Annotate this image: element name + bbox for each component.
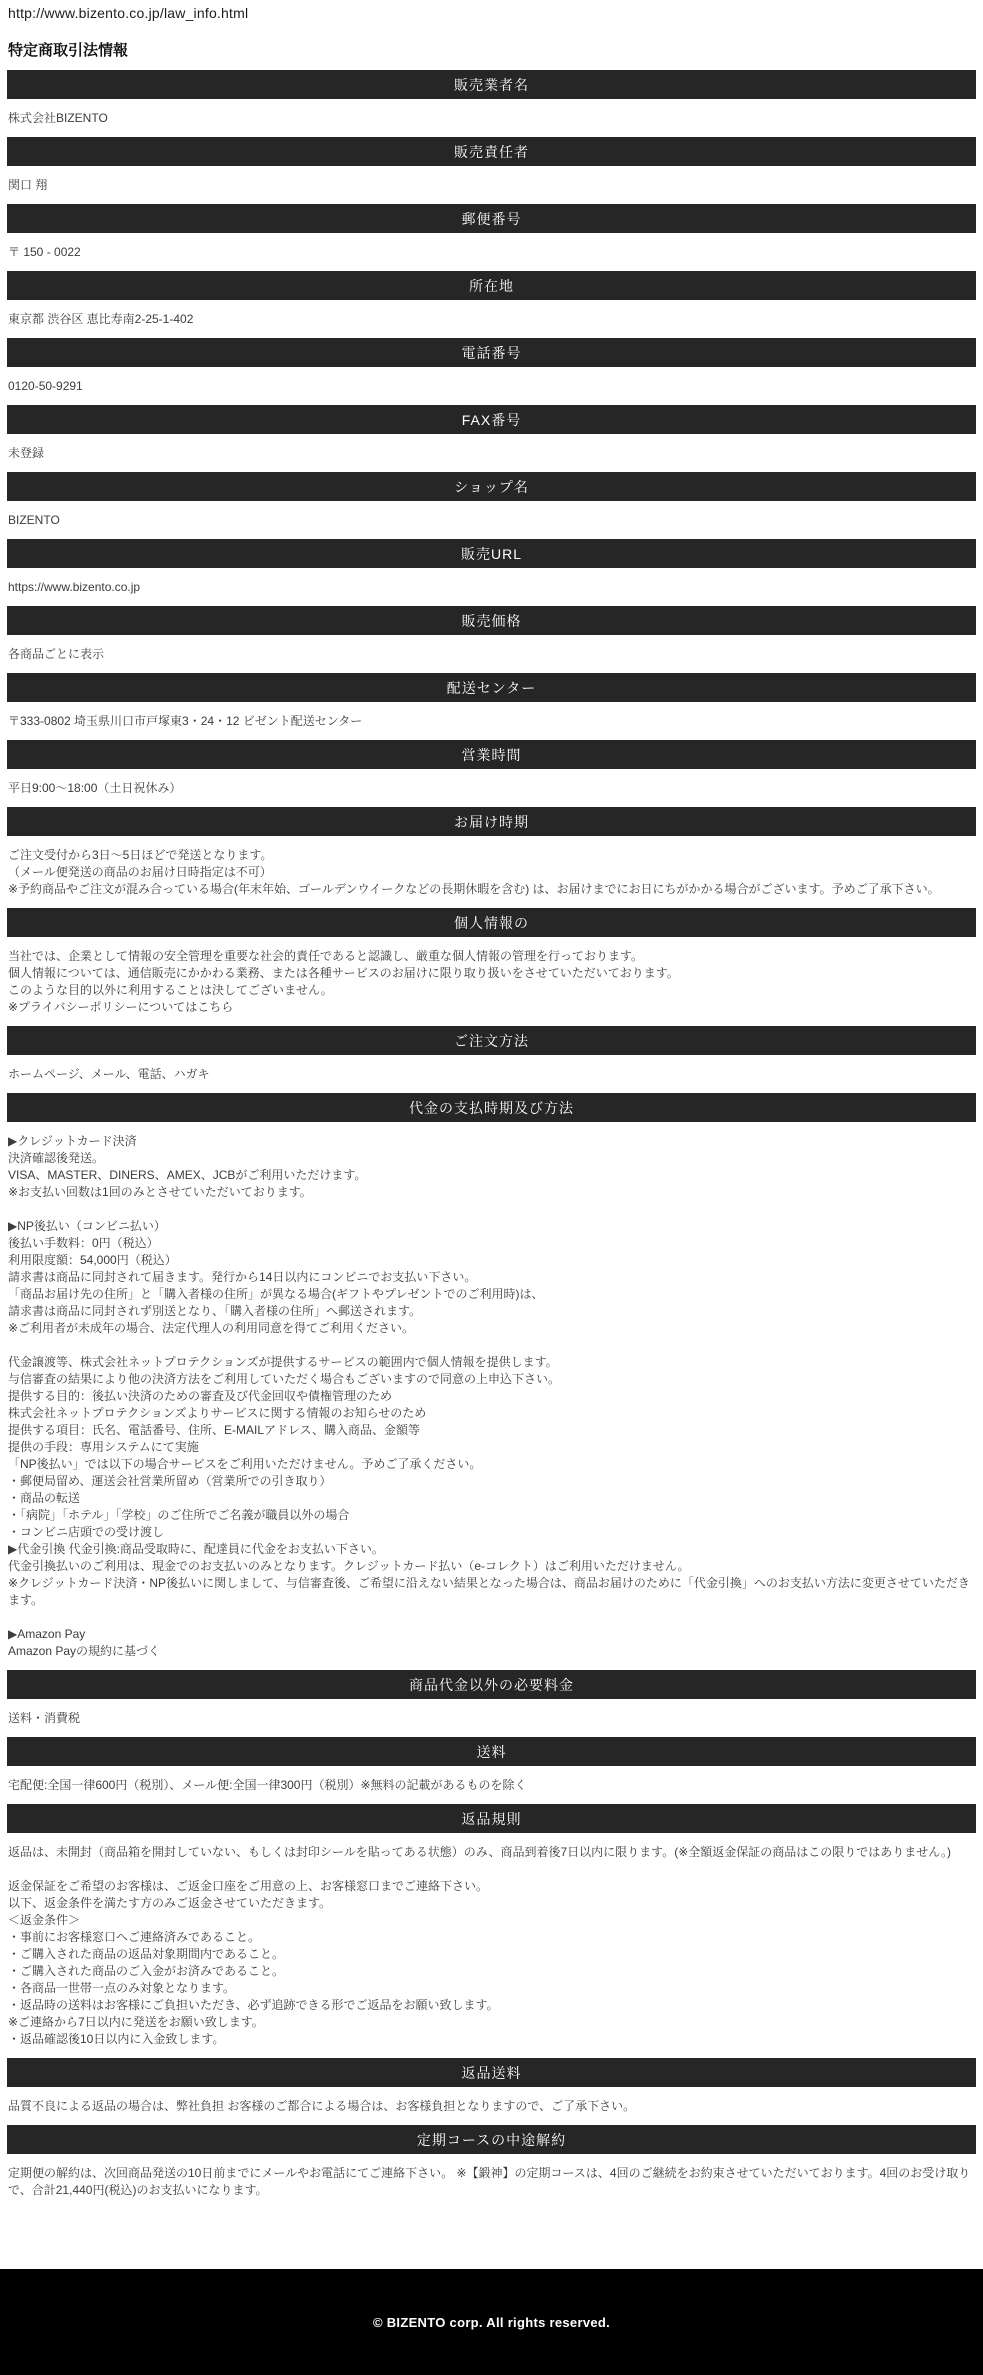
section-text-line: ・商品の転送 — [8, 1491, 81, 1505]
section-heading-bar — [7, 405, 976, 434]
section-content — [7, 702, 976, 740]
page-title: 特定商取引法情報 — [8, 42, 129, 59]
section-text-line: 東京都 渋谷区 恵比寿南2-25-1-402 — [8, 312, 194, 326]
law-info-section — [7, 1026, 976, 1093]
section-heading: 送料 — [476, 1743, 507, 1760]
section-heading-bar — [7, 137, 976, 166]
section-heading-bar — [7, 673, 976, 702]
section-text-line: ※お支払い回数は1回のみとさせていただいております。 — [8, 1185, 312, 1199]
section-text-line — [8, 1337, 975, 1354]
section-text-line: 個人情報については、通信販売にかかわる業務、または各種サービスのお届けに限り取り扱いをさせていただいております。 — [8, 966, 679, 980]
law-info-section — [7, 2125, 976, 2209]
section-heading-bar — [7, 338, 976, 367]
section-heading: 返品規則 — [461, 1810, 522, 1827]
section-content — [7, 367, 976, 405]
section-text-line: 〒 150 - 0022 — [8, 245, 81, 259]
section-text-line: 株式会社BIZENTO — [8, 111, 108, 125]
section-text-line: ※予約商品やご注文が混み合っている場合(年末年始、ゴールデンウイークなどの長期休暇を含む) は、お届けまでにお日にちがかかる場合がございます。予めご了承下さい。 — [8, 882, 940, 896]
section-text-line: https://www.bizento.co.jp — [8, 580, 141, 594]
section-text-line: 返品は、未開封（商品箱を開封していない、もしくは封印シールを貼ってある状態）のみ、商品到着後7日以内に限ります。(※全額返金保証の商品はこの限りではありません。) — [8, 1845, 951, 1859]
section-heading-bar — [7, 908, 976, 937]
section-heading-bar — [7, 2058, 976, 2087]
section-content — [7, 300, 976, 338]
section-heading: 商品代金以外の必要料金 — [409, 1676, 574, 1693]
section-text-line: 請求書は商品に同封されず別送となり、「購入者様の住所」へ郵送されます。 — [8, 1304, 422, 1318]
section-text-line: ※クレジットカード決済・NP後払いに関しまして、与信審査後、ご希望に沿えない結果となった場合は、商品お届けのために「代金引換」へのお支払い方法に変更させていただきます。 — [8, 1576, 970, 1607]
section-text-line: ・返品時の送料はお客様にご負担いただき、必ず追跡できる形でご返品をお願い致します。 — [8, 1998, 499, 2012]
section-content — [7, 769, 976, 807]
section-text-line: 平日9:00〜18:00（土日祝休み） — [8, 781, 182, 795]
page-footer — [0, 2269, 983, 2375]
section-content — [7, 937, 976, 1026]
page-url-text: http://www.bizento.co.jp/law_info.html — [8, 5, 249, 21]
section-text-line: 「商品お届け先の住所」と「購入者様の住所」が異なる場合(ギフトやプレゼントでのご利用時)は、 — [8, 1287, 544, 1301]
section-heading: 営業時間 — [461, 746, 522, 763]
section-heading-bar — [7, 1026, 976, 1055]
section-text-line: ▶代金引換 代金引換:商品受取時に、配達員に代金をお支払い下さい。 — [8, 1542, 384, 1556]
section-content — [7, 1833, 976, 2058]
law-info-section — [7, 1670, 976, 1737]
section-text-line — [8, 1861, 975, 1878]
section-heading-bar — [7, 807, 976, 836]
law-info-section — [7, 472, 976, 539]
section-content — [7, 836, 976, 908]
law-info-section — [7, 539, 976, 606]
law-info-section — [7, 908, 976, 1026]
section-text-line: 0120-50-9291 — [8, 379, 83, 393]
section-heading: 代金の支払時期及び方法 — [409, 1099, 574, 1116]
copyright-text: © BIZENTO corp. All rights reserved. — [372, 2314, 611, 2330]
section-text-line — [8, 1609, 975, 1626]
section-heading: 販売業者名 — [454, 76, 529, 93]
section-heading: 販売責任者 — [454, 143, 529, 160]
section-text-line: ・「病院」「ホテル」「学校」のご住所でご名義が職員以外の場合 — [8, 1508, 350, 1522]
section-heading: 定期コースの中途解約 — [416, 2131, 567, 2148]
section-text-line: 「NP後払い」では以下の場合サービスをご利用いただけません。予めご了承ください。 — [8, 1457, 482, 1471]
section-text-line: ▶NP後払い（コンビニ払い） — [8, 1219, 166, 1233]
section-content — [7, 1699, 976, 1737]
section-content — [7, 1122, 976, 1670]
law-info-section — [7, 338, 976, 405]
section-heading-bar — [7, 1804, 976, 1833]
section-text-line: ご注文受付から3日～5日ほどで発送となります。 — [8, 848, 273, 862]
section-text-line: 未登録 — [8, 446, 45, 460]
law-info-section — [7, 271, 976, 338]
section-text-line: ホームページ、メール、電話、ハガキ — [8, 1067, 210, 1081]
law-info-section — [7, 807, 976, 908]
section-heading: 販売URL — [460, 545, 522, 562]
law-info-section — [7, 1737, 976, 1804]
section-text-line: ＜返金条件＞ — [8, 1913, 81, 1927]
law-info-section — [7, 137, 976, 204]
section-text-line: 以下、返金条件を満たす方のみご返金させていただきます。 — [8, 1896, 332, 1910]
section-text-line: 提供する項目：氏名、電話番号、住所、E-MAILアドレス、購入商品、金額等 — [8, 1423, 421, 1437]
section-heading: 配送センター — [446, 679, 537, 696]
section-text-line: 返金保証をご希望のお客様は、ご返金口座をご用意の上、お客様窓口までご連絡下さい。 — [8, 1879, 489, 1893]
section-heading: 個人情報の — [454, 914, 529, 931]
section-text-line: 決済確認後発送。 — [8, 1151, 105, 1165]
section-heading-bar — [7, 472, 976, 501]
section-text-line: ▶Amazon Pay — [8, 1627, 86, 1641]
section-text-line: ・ご購入された商品のご入金がお済みであること。 — [8, 1964, 285, 1978]
section-text-line: 利用限度額：54,000円（税込） — [8, 1253, 177, 1267]
section-text-line: 代金譲渡等、株式会社ネットプロテクションズが提供するサービスの範囲内で個人情報を提供します。 — [8, 1355, 558, 1369]
section-heading: 販売価格 — [461, 612, 522, 629]
section-text-line: 定期便の解約は、次回商品発送の10日前までにメールやお電話にてご連絡下さい。 ※【鍛神】の定期コースは、4回のご継続をお約束させていただいております。4回のお受け取りで、合計21,440円(税込)のお支払いになります。 — [8, 2166, 971, 2197]
law-info-section — [7, 70, 976, 137]
section-content — [7, 434, 976, 472]
section-text-line: このような目的以外に利用することは決してございません。 — [8, 983, 333, 997]
section-content — [7, 2154, 976, 2209]
section-heading-bar — [7, 70, 976, 99]
section-content — [7, 568, 976, 606]
section-text-line: ・郵便局留め、運送会社営業所留め（営業所での引き取り） — [8, 1474, 332, 1488]
section-text-line: 提供の手段：専用システムにて実施 — [8, 1440, 199, 1454]
section-heading-bar — [7, 740, 976, 769]
section-heading-bar — [7, 1670, 976, 1699]
section-content — [7, 501, 976, 539]
section-text-line: 送料・消費税 — [8, 1711, 81, 1725]
section-heading-bar — [7, 204, 976, 233]
section-heading: お届け時期 — [454, 813, 529, 830]
section-text-line: 宅配便:全国一律600円（税別）、メール便:全国一律300円（税別）※無料の記載があるものを除く — [8, 1778, 527, 1792]
section-text-line: VISA、MASTER、DINERS、AMEX、JCBがご利用いただけます。 — [8, 1168, 367, 1182]
section-text-line: BIZENTO — [8, 513, 60, 527]
section-text-line: 与信審査の結果により他の決済方法をご利用していただく場合もございますので同意の上申込下さい。 — [8, 1372, 561, 1386]
section-heading-bar — [7, 271, 976, 300]
law-info-section — [7, 2058, 976, 2125]
section-text-line: ・各商品一世帯一点のみ対象となります。 — [8, 1981, 236, 1995]
section-heading: 所在地 — [469, 277, 514, 294]
section-content — [7, 2087, 976, 2125]
law-info-section — [7, 673, 976, 740]
section-heading: 返品送料 — [461, 2064, 522, 2081]
section-heading: 郵便番号 — [461, 210, 522, 227]
section-text-line: ・ご購入された商品の返品対象期間内であること。 — [8, 1947, 285, 1961]
section-heading: 電話番号 — [461, 344, 522, 361]
sections-container — [7, 70, 976, 2209]
law-info-section — [7, 1804, 976, 2058]
section-text-line: 品質不良による返品の場合は、弊社負担 お客様のご都合による場合は、お客様負担となりますので、ご了承下さい。 — [8, 2099, 636, 2113]
section-text-line: 提供する目的：後払い決済のための審査及び代金回収や債権管理のため — [8, 1389, 393, 1403]
section-heading-bar — [7, 606, 976, 635]
section-text-line: ・コンビニ店頭での受け渡し — [8, 1525, 165, 1539]
law-info-section — [7, 204, 976, 271]
section-text-line: 株式会社ネットプロテクションズよりサービスに関する情報のお知らせのため — [8, 1406, 427, 1420]
section-text-line: 関口 翔 — [8, 178, 48, 192]
section-text-line: 請求書は商品に同封されて届きます。発行から14日以内にコンビニでお支払い下さい。 — [8, 1270, 477, 1284]
section-text-line: ※プライバシーポリシーについてはこちら — [8, 1000, 234, 1014]
section-text-line: 各商品ごとに表示 — [8, 647, 105, 661]
law-info-section — [7, 606, 976, 673]
section-content — [7, 99, 976, 137]
section-text-line: ・事前にお客様窓口へご連絡済みであること。 — [8, 1930, 261, 1944]
law-info-section — [7, 405, 976, 472]
section-heading-bar — [7, 539, 976, 568]
section-text-line: 〒333-0802 埼玉県川口市戸塚東3・24・12 ビゼント配送センター — [8, 714, 363, 728]
section-heading-bar — [7, 2125, 976, 2154]
section-text-line: 代金引換払いのご利用は、現金でのお支払いのみとなります。クレジットカード払い（e-コレクト）はご利用いただけません。 — [8, 1559, 690, 1573]
section-content — [7, 1766, 976, 1804]
section-text-line: Amazon Payの規約に基づく — [8, 1644, 161, 1658]
section-text-line: ・返品確認後10日以内に入金致します。 — [8, 2032, 225, 2046]
section-text-line: ※ご利用者が未成年の場合、法定代理人の利用同意を得てご利用ください。 — [8, 1321, 415, 1335]
section-text-line: ▶クレジットカード決済 — [8, 1134, 137, 1148]
section-heading: ショップ名 — [454, 478, 529, 495]
law-info-section — [7, 740, 976, 807]
section-heading-bar — [7, 1093, 976, 1122]
section-content — [7, 1055, 976, 1093]
section-heading: FAX番号 — [461, 411, 522, 428]
section-content — [7, 233, 976, 271]
section-text-line: 当社では、企業として情報の安全管理を重要な社会的責任であると認識し、厳重な個人情報の管理を行っております。 — [8, 949, 644, 963]
law-info-section — [7, 1093, 976, 1670]
section-text-line: 後払い手数料：0円（税込） — [8, 1236, 159, 1250]
section-content — [7, 635, 976, 673]
section-text-line: （メール便発送の商品のお届け日時指定は不可） — [8, 865, 272, 879]
section-text-line — [8, 1201, 975, 1218]
section-content — [7, 166, 976, 204]
section-text-line: ※ご連絡から7日以内に発送をお願い致します。 — [8, 2015, 264, 2029]
section-heading: ご注文方法 — [454, 1032, 529, 1049]
section-heading-bar — [7, 1737, 976, 1766]
